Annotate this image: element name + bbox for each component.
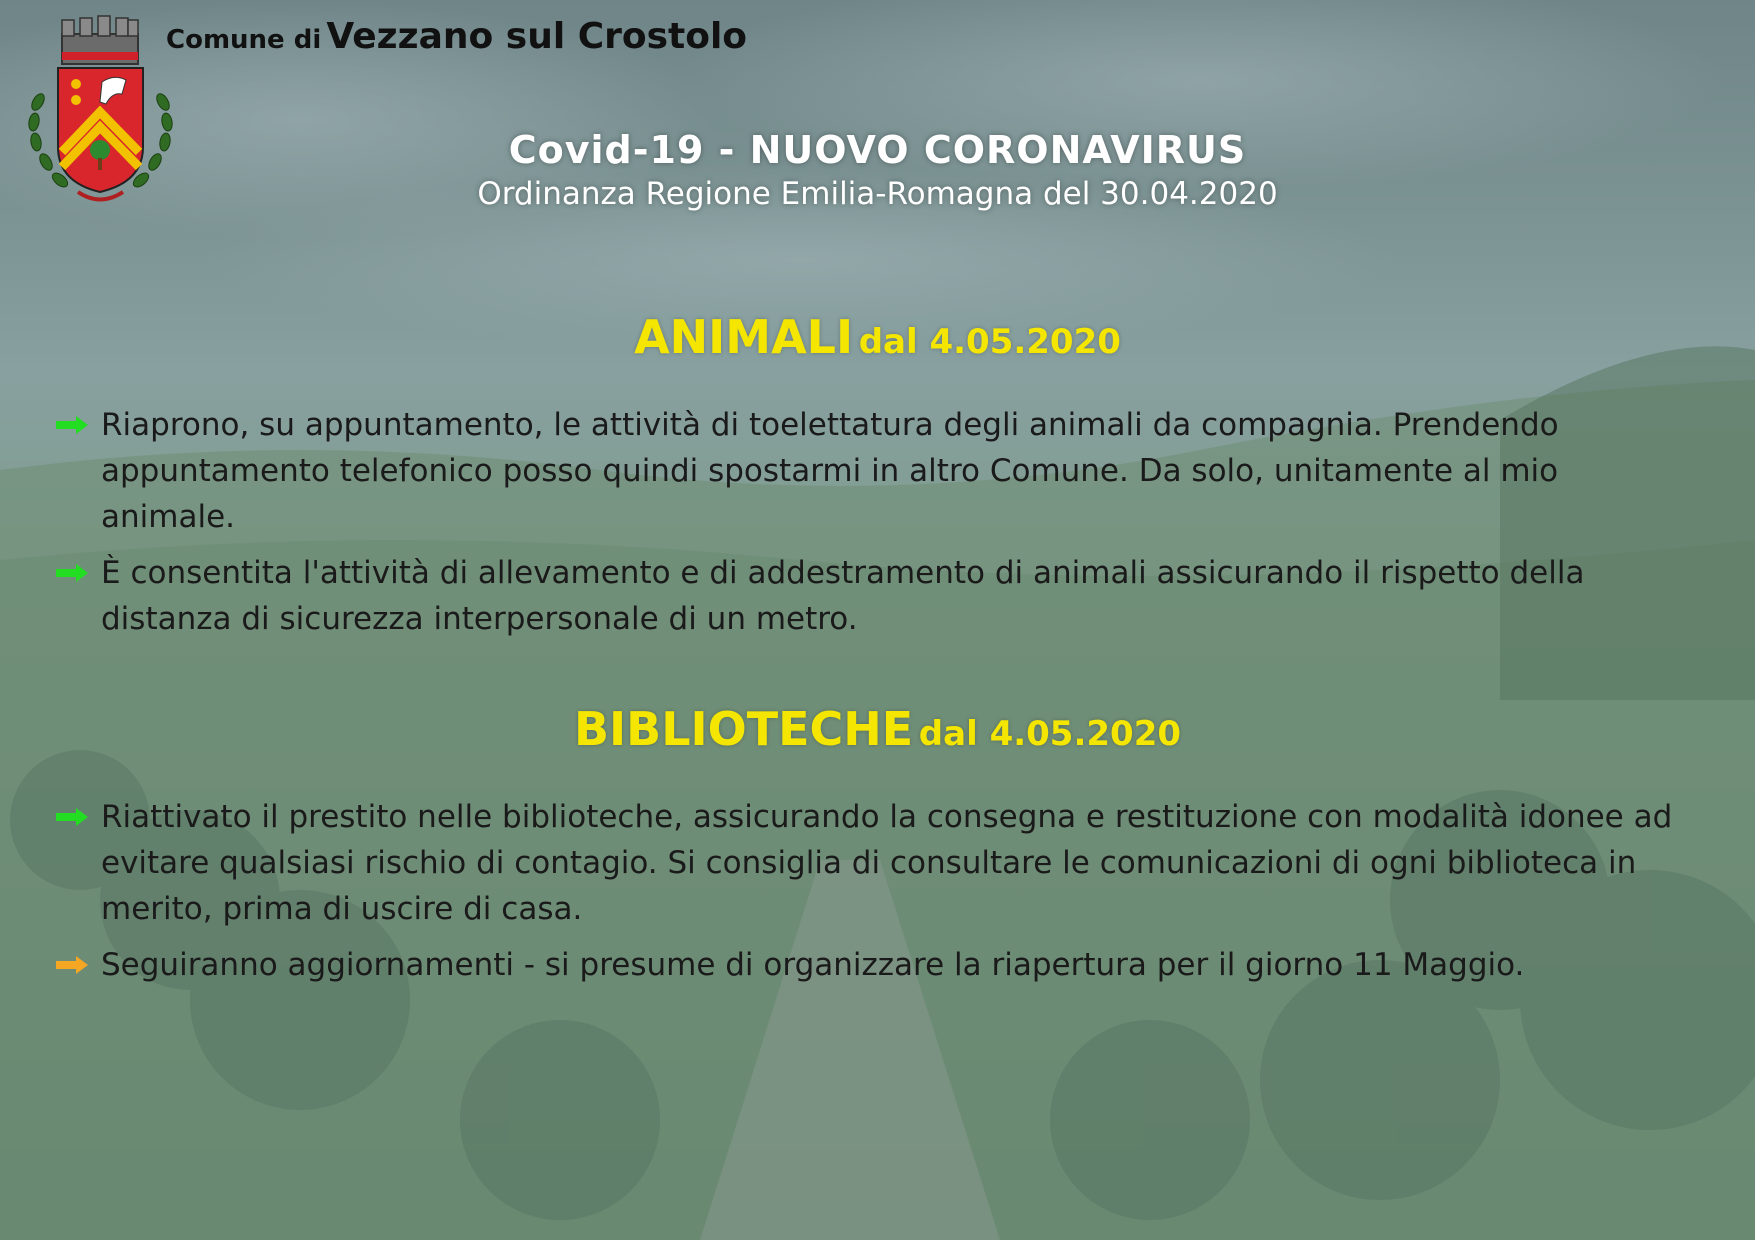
biblioteche-list	[56, 794, 1686, 998]
list-item-text: Seguiranno aggiornamenti - si presume di organizzare la riapertura per il giorno 11 Maggio.	[101, 947, 1525, 983]
list-item	[56, 550, 1686, 642]
section-title: ANIMALI	[634, 310, 854, 364]
municipality-prefix: Comune di	[166, 25, 322, 55]
section-date: dal 4.05.2020	[918, 714, 1182, 754]
municipality-header	[166, 16, 747, 57]
section-heading-animali	[0, 310, 1755, 364]
section-title: BIBLIOTECHE	[573, 702, 914, 756]
list-item-text: Riaprono, su appuntamento, le attività di toelettatura degli animali da compagnia. Prendendo appuntamento telefonico posso quindi spostarmi in altro Comune. Da solo, unitamente al mio animale.	[101, 407, 1559, 535]
right-arrow-icon	[56, 564, 88, 582]
page-title: Covid-19 - NUOVO CORONAVIRUS	[508, 128, 1247, 172]
list-item-text: È consentita l'attività di allevamento e di addestramento di animali assicurando il rispetto della distanza di sicurezza interpersonale di un metro.	[101, 555, 1585, 637]
section-heading-biblioteche	[0, 702, 1755, 756]
list-item-text: Riattivato il prestito nelle biblioteche, assicurando la consegna e restituzione con modalità idonee ad evitare qualsiasi rischio di contagio. Si consiglia di consultare le comunicazioni di ogni biblioteca in merito, prima di uscire di casa.	[101, 799, 1673, 927]
animali-list	[56, 402, 1686, 652]
right-arrow-icon	[56, 416, 88, 434]
list-item	[56, 402, 1686, 540]
municipality-name: Vezzano sul Crostolo	[326, 16, 748, 57]
right-arrow-icon	[56, 808, 88, 826]
list-item	[56, 942, 1686, 988]
section-date: dal 4.05.2020	[858, 322, 1121, 362]
list-item	[56, 794, 1686, 932]
page-subtitle: Ordinanza Regione Emilia-Romagna del 30.04.2020	[477, 176, 1278, 212]
right-arrow-icon	[56, 956, 88, 974]
